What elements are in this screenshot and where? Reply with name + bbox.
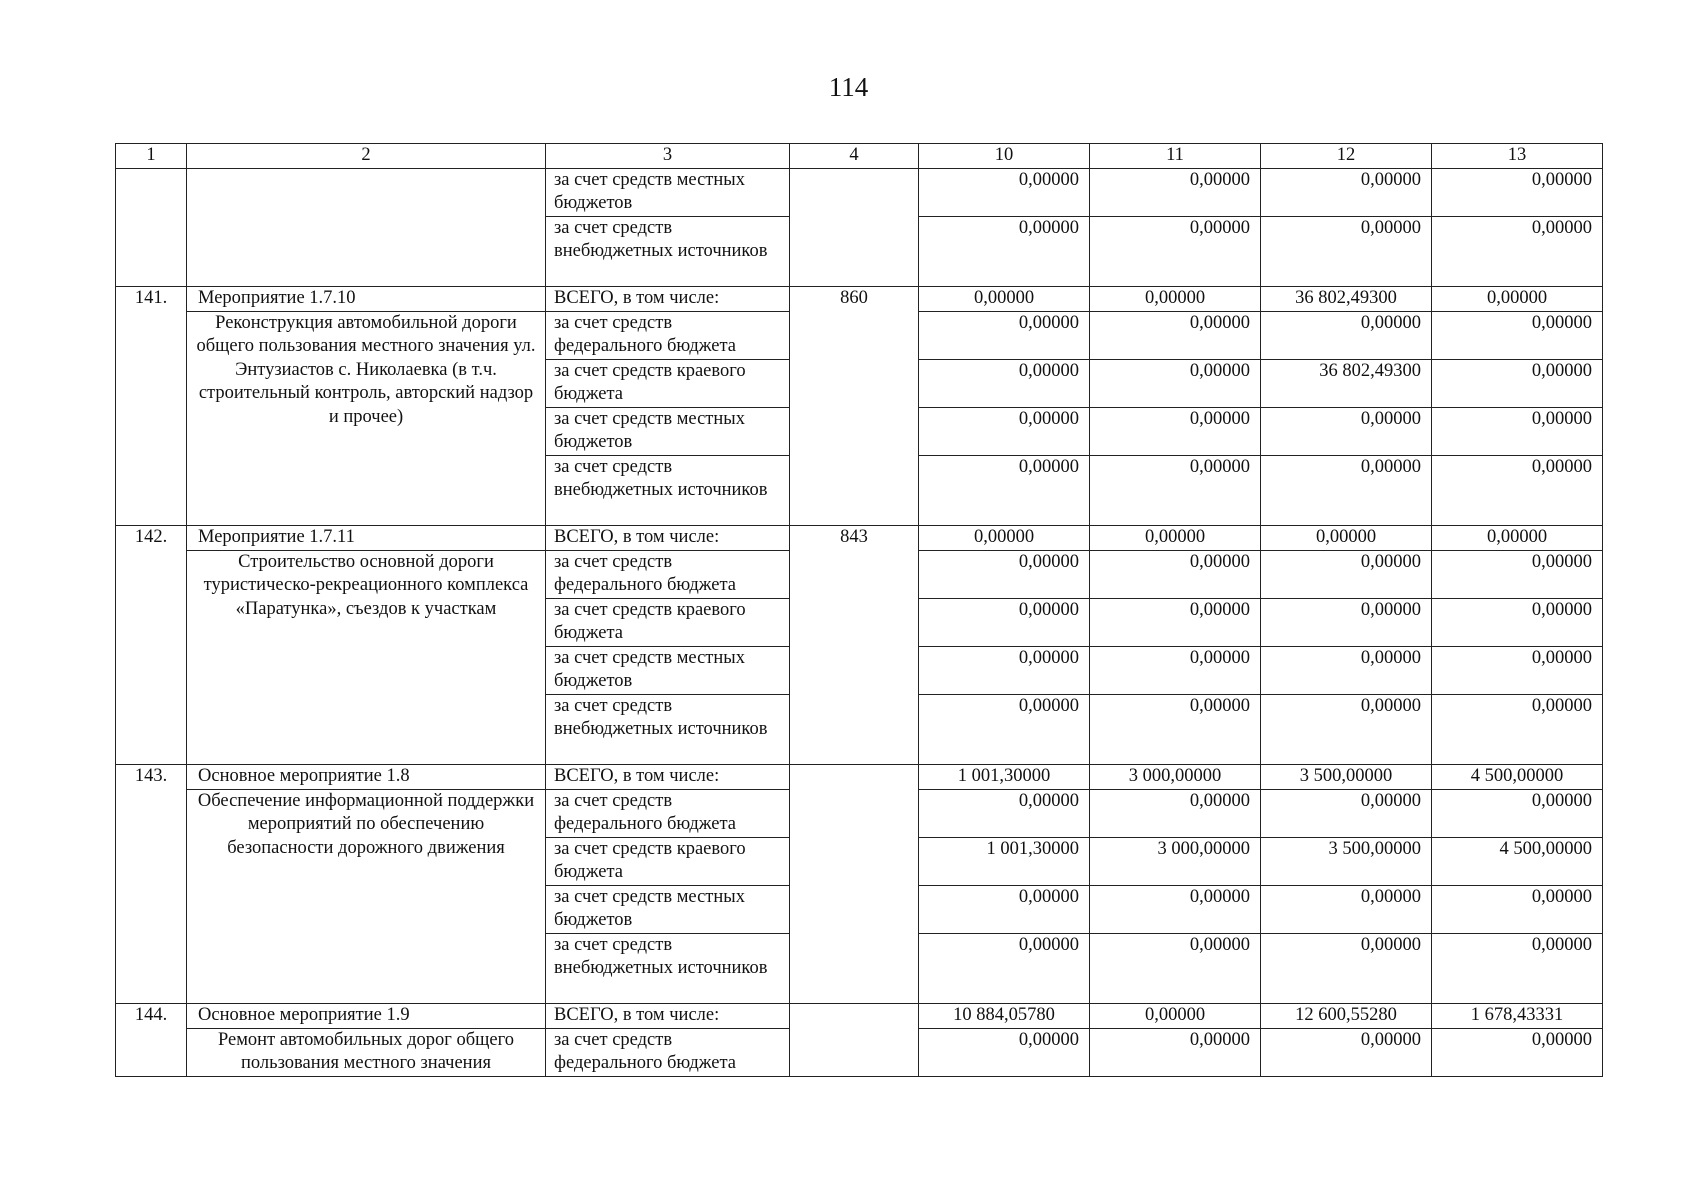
value-cell: 0,00000 xyxy=(1432,311,1603,359)
value-cell: 0,00000 xyxy=(1261,168,1432,216)
value-cell: 36 802,49300 xyxy=(1261,286,1432,311)
measure-title: Мероприятие 1.7.10 xyxy=(187,286,546,311)
value-cell: 0,00000 xyxy=(1432,789,1603,837)
value-cell: 0,00000 xyxy=(1090,311,1261,359)
group-total-row xyxy=(116,286,1603,311)
value-cell: 0,00000 xyxy=(919,789,1090,837)
source-label: за счет средств федерального бюджета xyxy=(546,550,790,598)
col-header: 10 xyxy=(919,144,1090,169)
value-cell: 0,00000 xyxy=(1261,407,1432,455)
value-cell: 0,00000 xyxy=(1432,694,1603,764)
value-cell: 0,00000 xyxy=(1261,550,1432,598)
value-cell: 0,00000 xyxy=(1261,455,1432,525)
source-label: за счет средств краевого бюджета xyxy=(546,598,790,646)
value-cell: 10 884,05780 xyxy=(919,1003,1090,1028)
value-cell: 0,00000 xyxy=(1090,455,1261,525)
value-cell: 0,00000 xyxy=(1261,694,1432,764)
group-total-row xyxy=(116,525,1603,550)
table-row xyxy=(116,168,1603,216)
value-cell: 0,00000 xyxy=(1432,359,1603,407)
measure-description: Ремонт автомобильных дорог общего пользования местного значения xyxy=(187,1028,546,1076)
col-header: 11 xyxy=(1090,144,1261,169)
value-cell: 0,00000 xyxy=(919,598,1090,646)
value-cell: 0,00000 xyxy=(919,359,1090,407)
value-cell: 0,00000 xyxy=(1432,933,1603,1003)
value-cell: 0,00000 xyxy=(919,216,1090,286)
source-label: за счет средств краевого бюджета xyxy=(546,359,790,407)
value-cell: 0,00000 xyxy=(1432,455,1603,525)
measure-description: Строительство основной дороги туристическо-рекреационного комплекса «Паратунка», съездов к участкам xyxy=(187,550,546,764)
col-header: 3 xyxy=(546,144,790,169)
code-cell xyxy=(790,1003,919,1076)
col-header: 2 xyxy=(187,144,546,169)
value-cell: 0,00000 xyxy=(1090,789,1261,837)
col-header: 12 xyxy=(1261,144,1432,169)
value-cell: 3 000,00000 xyxy=(1090,764,1261,789)
value-cell: 0,00000 xyxy=(1090,525,1261,550)
value-cell: 0,00000 xyxy=(1090,168,1261,216)
value-cell: 0,00000 xyxy=(1432,646,1603,694)
value-cell: 0,00000 xyxy=(919,525,1090,550)
value-cell: 0,00000 xyxy=(1090,885,1261,933)
value-cell: 0,00000 xyxy=(919,694,1090,764)
value-cell: 0,00000 xyxy=(1090,933,1261,1003)
page-number: 114 xyxy=(828,72,869,102)
source-label: за счет средств федерального бюджета xyxy=(546,1028,790,1076)
value-cell: 0,00000 xyxy=(1090,1003,1261,1028)
measure-title: Основное мероприятие 1.8 xyxy=(187,764,546,789)
value-cell: 1 678,43331 xyxy=(1432,1003,1603,1028)
value-cell: 0,00000 xyxy=(1432,407,1603,455)
value-cell: 0,00000 xyxy=(1090,216,1261,286)
source-label: за счет средств местных бюджетов xyxy=(546,168,790,216)
row-number: 144. xyxy=(116,1003,187,1076)
source-label: ВСЕГО, в том числе: xyxy=(546,1003,790,1028)
value-cell: 0,00000 xyxy=(1090,550,1261,598)
value-cell: 1 001,30000 xyxy=(919,764,1090,789)
source-label: за счет средств местных бюджетов xyxy=(546,646,790,694)
source-label: за счет средств местных бюджетов xyxy=(546,885,790,933)
source-label: ВСЕГО, в том числе: xyxy=(546,764,790,789)
value-cell: 4 500,00000 xyxy=(1432,764,1603,789)
value-cell: 0,00000 xyxy=(1261,216,1432,286)
value-cell: 0,00000 xyxy=(1261,933,1432,1003)
value-cell: 0,00000 xyxy=(1261,646,1432,694)
value-cell: 0,00000 xyxy=(1261,885,1432,933)
value-cell: 0,00000 xyxy=(1432,286,1603,311)
value-cell: 3 500,00000 xyxy=(1261,837,1432,885)
value-cell: 0,00000 xyxy=(919,550,1090,598)
code-cell xyxy=(790,764,919,1003)
value-cell: 4 500,00000 xyxy=(1432,837,1603,885)
value-cell: 0,00000 xyxy=(1432,216,1603,286)
measure-title: Мероприятие 1.7.11 xyxy=(187,525,546,550)
code-cell: 843 xyxy=(790,525,919,764)
value-cell: 0,00000 xyxy=(1261,1028,1432,1076)
value-cell: 12 600,55280 xyxy=(1261,1003,1432,1028)
value-cell: 0,00000 xyxy=(919,646,1090,694)
source-label: за счет средств внебюджетных источников xyxy=(546,455,790,525)
row-number-cell xyxy=(116,168,187,286)
value-cell: 3 000,00000 xyxy=(1090,837,1261,885)
source-label: ВСЕГО, в том числе: xyxy=(546,286,790,311)
value-cell: 0,00000 xyxy=(919,455,1090,525)
value-cell: 0,00000 xyxy=(1090,407,1261,455)
value-cell: 0,00000 xyxy=(1090,359,1261,407)
row-number: 142. xyxy=(116,525,187,764)
value-cell: 0,00000 xyxy=(1090,1028,1261,1076)
value-cell: 0,00000 xyxy=(1432,1028,1603,1076)
measure-title: Основное мероприятие 1.9 xyxy=(187,1003,546,1028)
value-cell: 0,00000 xyxy=(1432,885,1603,933)
source-label: за счет средств федерального бюджета xyxy=(546,789,790,837)
source-label: за счет средств федерального бюджета xyxy=(546,311,790,359)
value-cell: 36 802,49300 xyxy=(1261,359,1432,407)
row-number: 143. xyxy=(116,764,187,1003)
value-cell: 1 001,30000 xyxy=(919,837,1090,885)
value-cell: 0,00000 xyxy=(1432,168,1603,216)
group-total-row xyxy=(116,1003,1603,1028)
value-cell: 0,00000 xyxy=(1261,598,1432,646)
header-row xyxy=(116,144,1603,169)
value-cell: 0,00000 xyxy=(1432,550,1603,598)
value-cell: 3 500,00000 xyxy=(1261,764,1432,789)
row-number: 141. xyxy=(116,286,187,525)
value-cell: 0,00000 xyxy=(1432,598,1603,646)
description-cell xyxy=(187,168,546,286)
value-cell: 0,00000 xyxy=(919,407,1090,455)
value-cell: 0,00000 xyxy=(1090,646,1261,694)
col-header: 4 xyxy=(790,144,919,169)
value-cell: 0,00000 xyxy=(1261,789,1432,837)
value-cell: 0,00000 xyxy=(1090,694,1261,764)
value-cell: 0,00000 xyxy=(919,311,1090,359)
value-cell: 0,00000 xyxy=(919,168,1090,216)
value-cell: 0,00000 xyxy=(1090,598,1261,646)
value-cell: 0,00000 xyxy=(1261,311,1432,359)
code-cell xyxy=(790,168,919,286)
col-header: 13 xyxy=(1432,144,1603,169)
code-cell: 860 xyxy=(790,286,919,525)
measure-description: Обеспечение информационной поддержки мероприятий по обеспечению безопасности дорожного движения xyxy=(187,789,546,1003)
value-cell: 0,00000 xyxy=(919,885,1090,933)
source-label: за счет средств местных бюджетов xyxy=(546,407,790,455)
source-label: за счет средств внебюджетных источников xyxy=(546,933,790,1003)
source-label: за счет средств внебюджетных источников xyxy=(546,694,790,764)
value-cell: 0,00000 xyxy=(1432,525,1603,550)
source-label: за счет средств краевого бюджета xyxy=(546,837,790,885)
value-cell: 0,00000 xyxy=(1090,286,1261,311)
value-cell: 0,00000 xyxy=(919,933,1090,1003)
col-header: 1 xyxy=(116,144,187,169)
budget-table xyxy=(115,143,1603,1077)
source-label: за счет средств внебюджетных источников xyxy=(546,216,790,286)
source-label: ВСЕГО, в том числе: xyxy=(546,525,790,550)
value-cell: 0,00000 xyxy=(919,1028,1090,1076)
group-total-row xyxy=(116,764,1603,789)
value-cell: 0,00000 xyxy=(1261,525,1432,550)
value-cell: 0,00000 xyxy=(919,286,1090,311)
measure-description: Реконструкция автомобильной дороги общего пользования местного значения ул. Энтузиастов с. Николаевка (в т.ч. строительный контроль, авторский надзор и прочее) xyxy=(187,311,546,525)
